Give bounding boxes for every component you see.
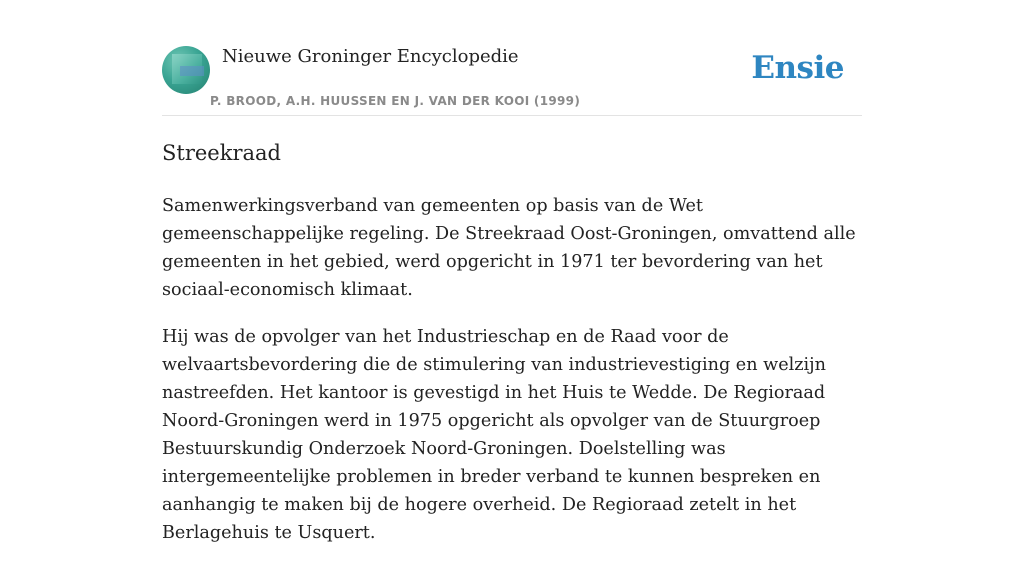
entry-body xyxy=(162,192,862,566)
book-cover-stripe xyxy=(180,66,204,76)
entry-title: Streekraad xyxy=(162,141,281,165)
entry-paragraph: Hij was de opvolger van het Industrieschap en de Raad voor de welvaartsbevordering die de stimulering van industrievestiging en welzijn nastreefden. Het kantoor is gevestigd in het Huis te Wedde. De Regioraad Noord-Groningen werd in 1975 opgericht als opvolger van de Stuurgroep Bestuurskundig Onderzoek Noord-Groningen. Doelstelling was intergemeentelijke problemen in breder verband te kunnen bespreken en aanhangig te maken bij de hogere overheid. De Regioraad zetelt in het Berlagehuis te Usquert. xyxy=(162,327,826,543)
book-authors: P. BROOD, A.H. HUUSSEN EN J. VAN DER KOOI (1999) xyxy=(210,94,581,108)
entry-paragraph: Samenwerkingsverband van gemeenten op basis van de Wet gemeenschappelijke regeling. De Streekraad Oost-Groningen, omvattend alle gemeenten in het gebied, werd opgericht in 1971 ter bevordering van het sociaal-economisch klimaat. xyxy=(162,196,856,300)
source-header xyxy=(162,46,862,116)
ensie-logo[interactable]: Ensie xyxy=(751,50,844,86)
book-title[interactable]: Nieuwe Groninger Encyclopedie xyxy=(222,46,519,67)
book-cover-thumbnail[interactable] xyxy=(162,46,210,94)
